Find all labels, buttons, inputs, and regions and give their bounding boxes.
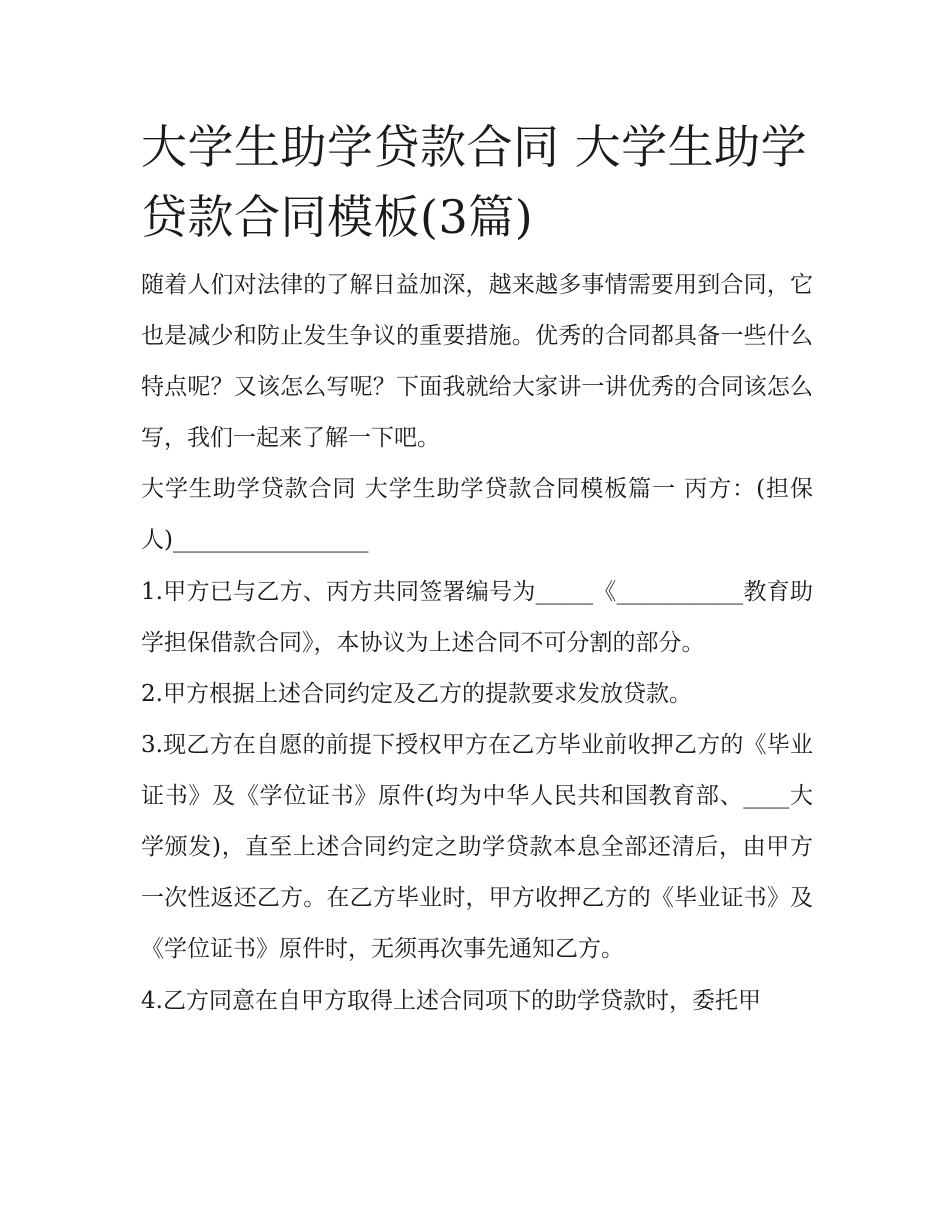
clause-1: 1.甲方已与乙方、丙方共同签署编号为_____《___________教育助学担保借款合同》，本协议为上述合同不可分割的部分。 — [141, 579, 813, 656]
document-page — [141, 112, 813, 1027]
document-title: 大学生助学贷款合同 大学生助学贷款合同模板(3篇) — [141, 120, 808, 244]
clause-3: 3.现乙方在自愿的前提下授权甲方在乙方毕业前收押乙方的《毕业证书》及《学位证书》原件(均为中华人民共和国教育部、____大学颁发)，直至上述合同约定之助学贷款本息全部还清后，由甲方一次性返还乙方。在乙方毕业时，甲方收押乙方的《毕业证书》及《学位证书》原件时，无须再次事先通知乙方。 — [141, 732, 813, 962]
intro-paragraph: 随着人们对法律的了解日益加深，越来越多事情需要用到合同，它也是减少和防止发生争议的重要措施。优秀的合同都具备一些什么特点呢？又该怎么写呢？下面我就给大家讲一讲优秀的合同该怎么写，我们一起来了解一下吧。 — [141, 272, 813, 451]
clause-4: 4.乙方同意在自甲方取得上述合同项下的助学贷款时，委托甲 — [141, 988, 761, 1014]
clause-2: 2.甲方根据上述合同约定及乙方的提款要求发放贷款。 — [141, 681, 692, 707]
section-heading-paragraph: 大学生助学贷款合同 大学生助学贷款合同模板篇一 丙方：(担保人)_________________ — [141, 476, 813, 553]
